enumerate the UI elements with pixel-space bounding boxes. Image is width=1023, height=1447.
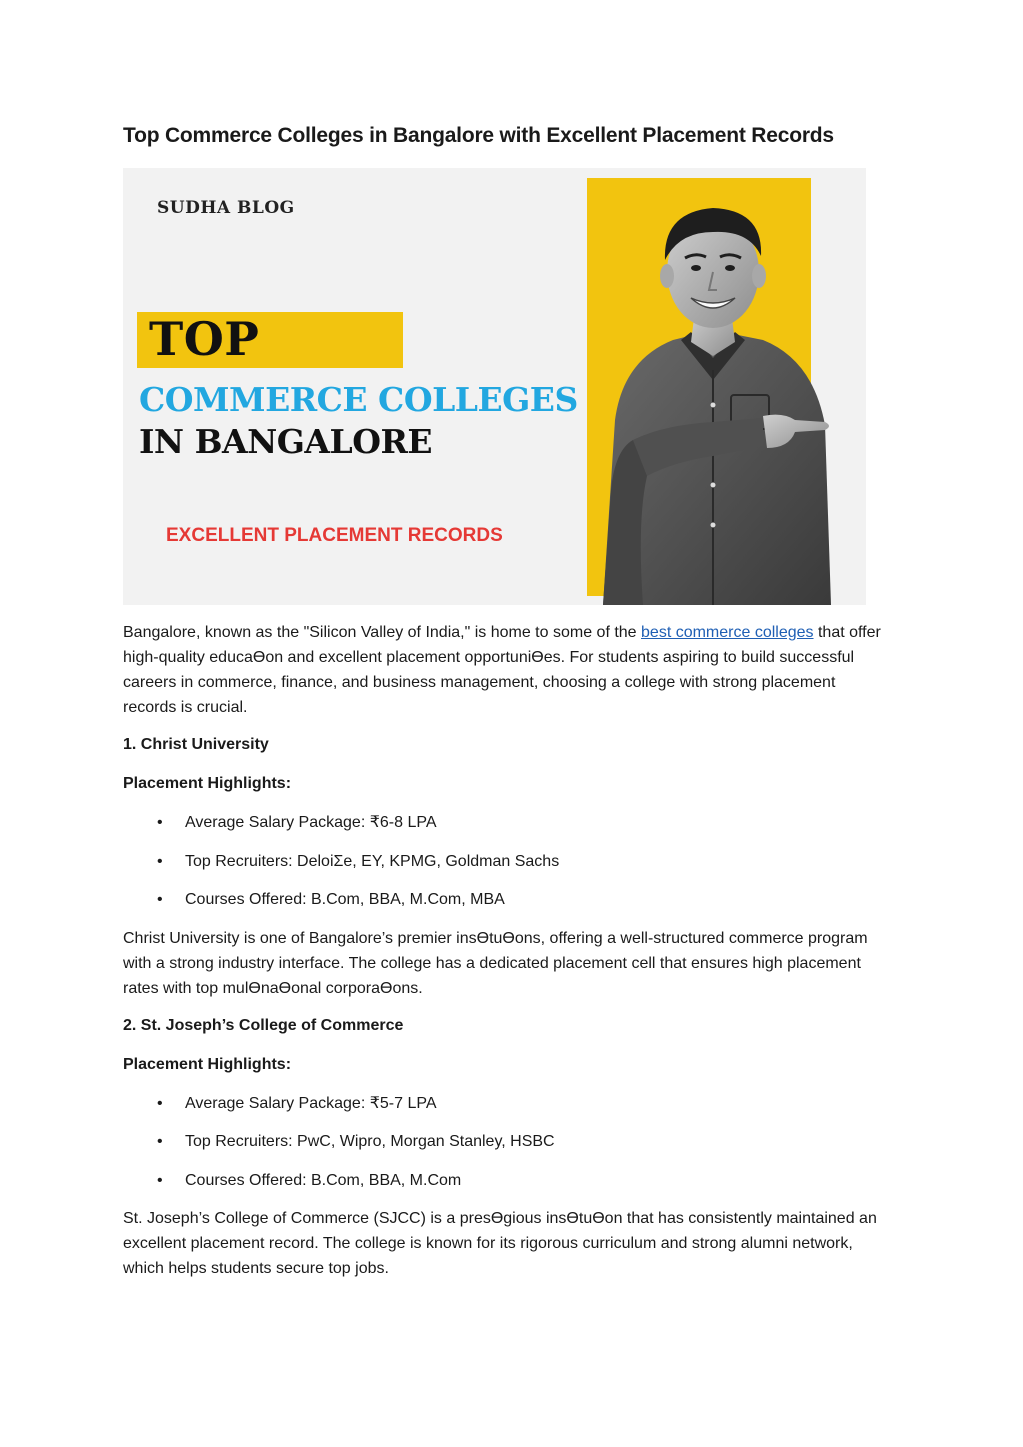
list-item: • Top Recruiters: DeloiƩe, EY, KPMG, Goldman Sachs [123,849,893,874]
banner-line-placement-records: EXCELLENT PLACEMENT RECORDS [166,525,503,546]
person-pointing-illustration [563,190,863,605]
section-heading-st-josephs: 2. St. Joseph’s College of Commerce [123,1016,404,1034]
banner-line-in-bangalore: IN BANGALORE [139,422,433,461]
placement-highlights-label: Placement Highlights: [123,775,292,792]
best-commerce-colleges-link[interactable]: best commerce colleges [641,624,814,641]
banner-brand: SUDHA BLOG [157,198,295,218]
list-item: • Average Salary Package: ₹6-8 LPA [123,810,893,835]
sjcc-description: St. Joseph’s College of Commerce (SJCC) is a presƟgious insƟtuƟon that has consistently maintained an excellent placement record. The college is known for its rigorous curriculum and strong alumni network, which helps students secure top jobs. [123,1210,877,1277]
intro-paragraph [123,620,893,720]
intro-text-start: Bangalore, known as the "Silicon Valley of India," is home to some of the [123,624,642,641]
banner-line-commerce-colleges: COMMERCE COLLEGES [139,380,578,419]
article-body [123,620,893,1293]
list-item: • Top Recruiters: PwC, Wipro, Morgan Stanley, HSBC [123,1129,893,1154]
list-item: • Courses Offered: B.Com, BBA, M.Com [123,1168,893,1193]
page-title: Top Commerce Colleges in Bangalore with Excellent Placement Records [123,124,834,147]
list-item: • Average Salary Package: ₹5-7 LPA [123,1091,893,1116]
banner-line-top: TOP [149,312,260,366]
section-heading-christ-university: 1. Christ University [123,736,269,753]
intro-text-end: that offer high-quality educaƟon and excellent placement opportuniƟes. For students aspiring to build successful careers in commerce, finance, and business management, choosing a college with strong placement records is crucial. [123,624,881,716]
sjcc-highlights-list [123,1091,893,1193]
christ-description: Christ University is one of Bangalore’s premier insƟtuƟons, offering a well-structured commerce program with a strong industry interface. The college has a dedicated placement cell that ensures high placement rates with top mulƟnaƟonal corporaƟons. [123,929,868,997]
christ-highlights-list [123,810,893,912]
banner-image [123,168,866,605]
list-item: • Courses Offered: B.Com, BBA, M.Com, MBA [123,887,893,912]
placement-highlights-label: Placement Highlights: [123,1055,292,1073]
